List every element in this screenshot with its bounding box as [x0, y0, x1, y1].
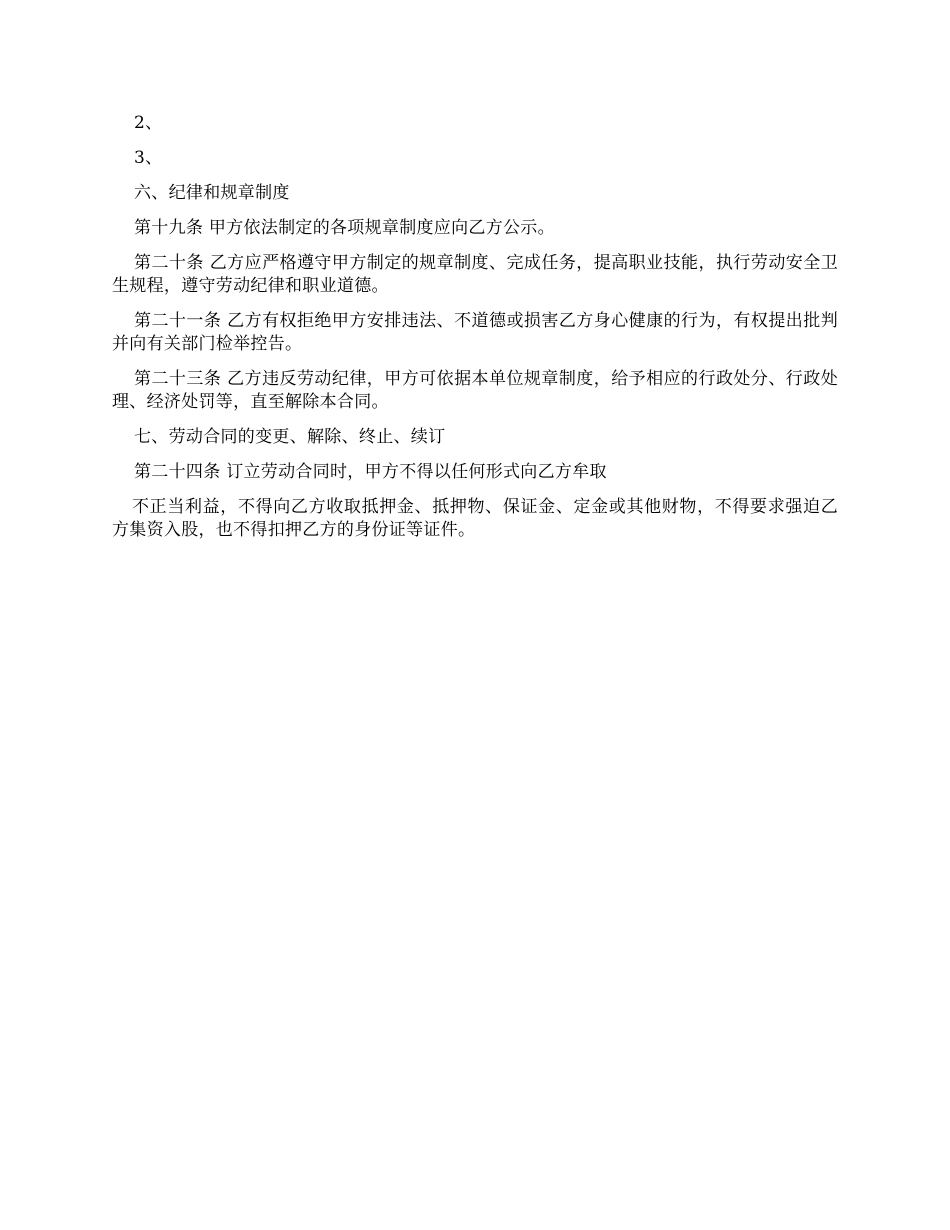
section-heading-contract-changes: 七、劳动合同的变更、解除、终止、续订: [134, 427, 446, 447]
list-item-2: 2、: [134, 113, 163, 133]
article-19: 第十九条 甲方依法制定的各项规章制度应向乙方公示。: [134, 218, 555, 238]
document-body: [112, 112, 838, 554]
section-heading-discipline: 六、纪律和规章制度: [134, 183, 290, 203]
article-23: 第二十三条 乙方违反劳动纪律，甲方可依据本单位规章制度，给予相应的行政处分、行政处理、经济处罚等，直至解除本合同。: [112, 369, 838, 412]
article-21: 第二十一条 乙方有权拒绝甲方安排违法、不道德或损害乙方身心健康的行为，有权提出批判并向有关部门检举控告。: [112, 311, 838, 354]
list-item-3: 3、: [134, 148, 163, 168]
article-20: 第二十条 乙方应严格遵守甲方制定的规章制度、完成任务，提高职业技能，执行劳动安全卫生规程，遵守劳动纪律和职业道德。: [112, 253, 838, 296]
article-24-continuation: 不正当利益，不得向乙方收取抵押金、抵押物、保证金、定金或其他财物，不得要求强迫乙方集资入股，也不得扣押乙方的身份证等证件。: [112, 497, 838, 540]
article-24: 第二十四条 订立劳动合同时，甲方不得以任何形式向乙方牟取: [134, 462, 607, 482]
